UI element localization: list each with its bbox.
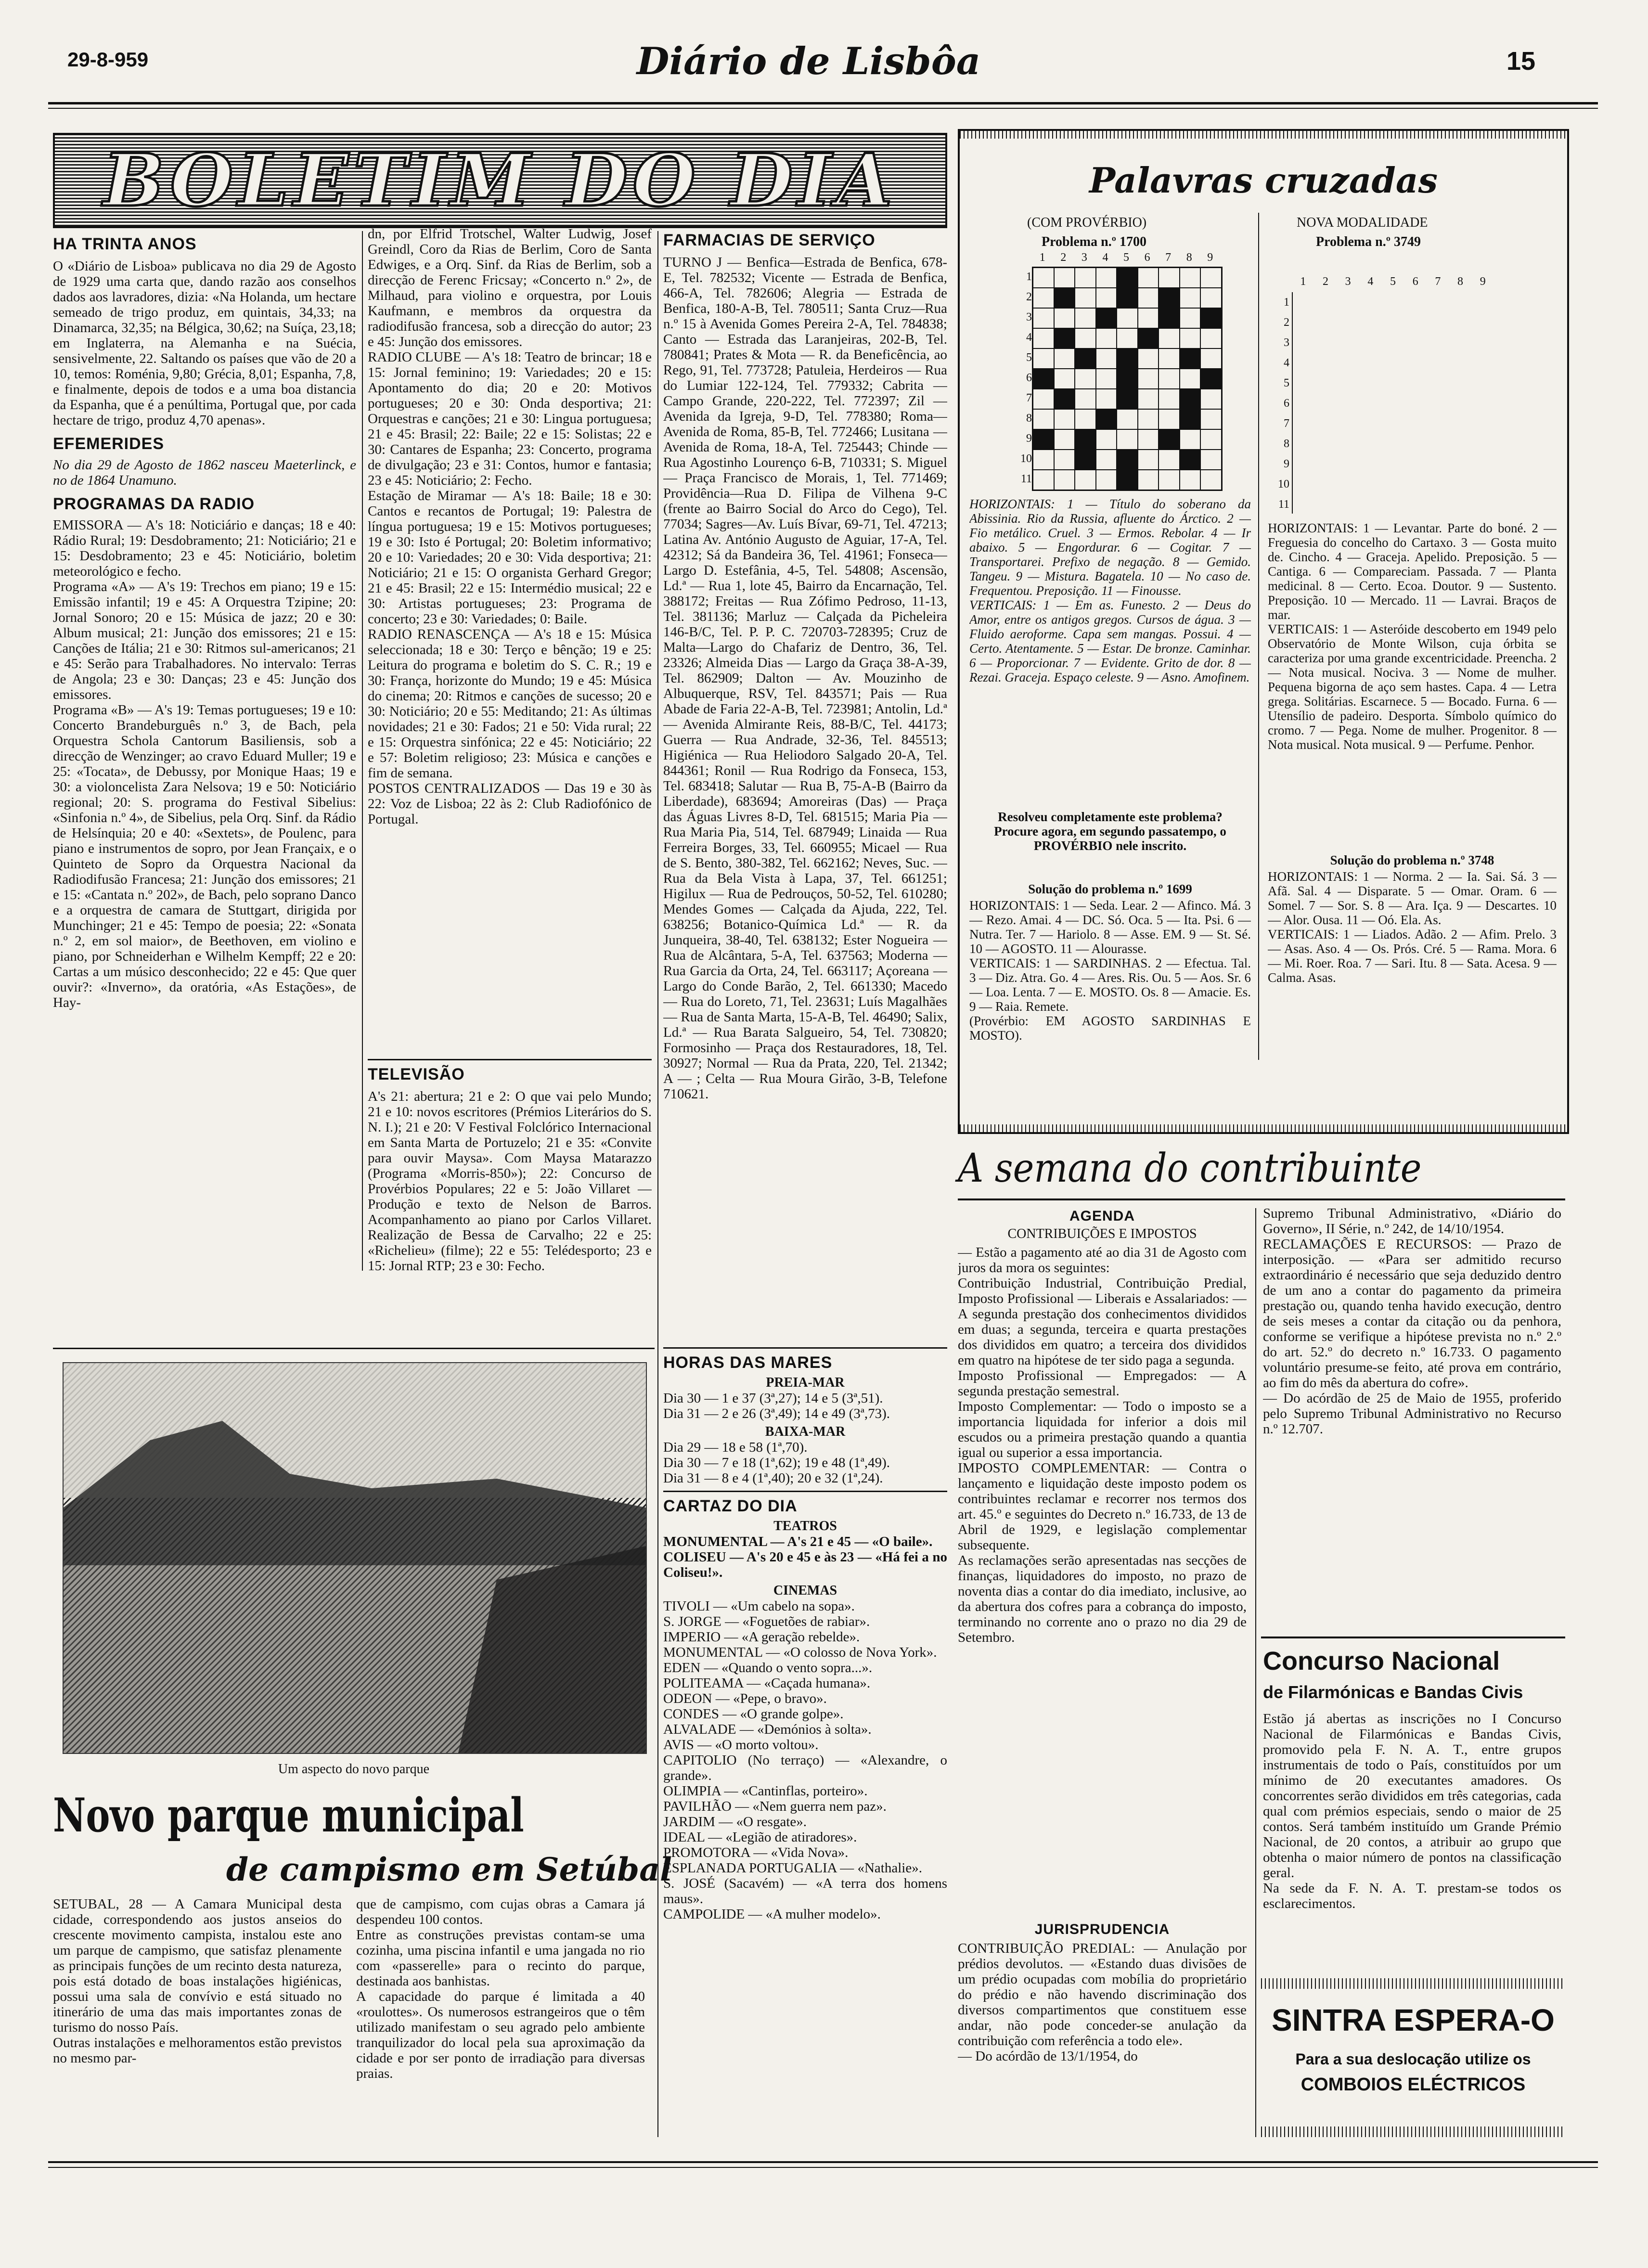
col-number: 9 [1480,275,1486,288]
crossword-white-cell[interactable] [1054,409,1075,429]
row-number: 6 [1284,397,1289,410]
crossword-white-cell[interactable] [1117,328,1138,348]
crossword-right-problem: Problema n.º 3749 [1316,234,1421,249]
crossword-white-cell[interactable] [1033,409,1054,429]
row-number: 1 [1026,271,1032,283]
row-number: 8 [1026,412,1032,425]
crossword-white-cell[interactable] [1200,429,1222,450]
crossword-black-cell [1159,308,1180,328]
crossword-white-cell[interactable] [1075,389,1096,409]
sintra-ad-line1: Para a sua deslocação utilize os [1295,2050,1531,2068]
crossword-white-cell[interactable] [1075,409,1096,429]
crossword-white-cell[interactable] [1180,470,1201,490]
crossword-white-cell[interactable] [1096,389,1117,409]
crossword-white-cell[interactable] [1138,348,1159,369]
farmacias-text: TURNO J — Benfica—Estrada de Benfica, 678-E, Tel. 782532; Vicente — Estrada de Benfica, 466-A, Tel. 782606; Alegria — Estrada de Benfica, 180-A-B, Tel. 780511; Santa Cruz—Rua n.º 15 à Avenida Gomes Pereira 2-A, Tel. 784838; Canto — Estrada das Laranjeiras, 202-B, Tel. 780841; Prates & Mota — R. da Beneficência, ao Rego, 91, Tel. 773728; Patuleia, Herdeiros — Rua do Lumiar 122-124, Tel. 779332; Cabrita — Campo Grande, 220-222, Tel. 772397; Zil — Avenida da Igreja, 9-D, Tel. 778380; Roma—Avenida de Roma, 85-B, Tel. 772466; Lusitana — Avenida de Roma, 18-A, Tel. 725443; Chinde — Rua Agostinho Lourenço 6-B, 710331; S. Miguel — Praça Francisco de Morais, 1, Tel. 771469; Providência—Rua D. Filipa de Vilhena 9-C (frente ao Bairro Social do Arco do Cego), Tel. 77034; Sagres—Av. Luís Bívar, 69-71, Tel. 47213; Latina Av. António Augusto de Aguiar, 17-A, Tel. 42312; Sá da Bandeira 36, Tel. 41961; Fonseca—Largo D. Estefânia, 4-5, Tel. 54808; Ascensão, Ld.ª — Rua 1, lote 45, Bairro da Encarnação, Tel. 388172; Freitas — Rua Zófimo Pedroso, 11-13, Tel. 381136; Marluz — Calçada da Picheleira 146-B/C, Tel. P. P. C. 720703-728395; Cruz de Malta—Largo do Chafariz de Dentro, 36, Tel. 23326; Almeida Dias — Largo da Graça 38-A-39, Tel. 862909; Dalton — Av. Mouzinho de Albuquerque, RSV, Tel. 843571; Pais — Rua Abade de Faria 22-A-B, Tel. 723981; Antolin, Ld.ª — Avenida Almirante Reis, 88-B/C, Tel. 44173; Guerra — Rua Andrade, 32-36, Tel. 845513; Higiénica — Rua Heliodoro Salgado 20-A, Tel. 844361; Ronil — Rua Rodrigo da Fonseca, 153, Tel. 683418; Salutar — Rua B, 75-A-B (Bairro da Liberdade), 683694; Amoreiras (Das) — Praça das Águas Livres 8-D, Tel. 681515; Maria Pia — Rua Maria Pia, 514, Tel. 687949; Linaida — Rua Ferreira Borges, 33, Tel. 660955; Micael — Rua de S. Bento, 380-382, Tel. 662162; Neves, Suc. — Rua da Bela Vista à Lapa, 37, Tel. 661251; Higilux — Rua de Pedrouços, 50-52, Tel. 610280; Mendes Gomes — Calçada da Ajuda, 222, Tel. 638256; Botanico-Química Ld.ª — R. da Junqueira, 38-40, Tel. 638132; Ester Nogueira — Rua de Alcântara, 5-A, Tel. 637563; Moderna — Rua Garcia da Orta, 24, Tel. 663117; Açoreana — Largo do Conde Barão, 2, Tel. 661330; Macedo — Rua do Loreto, 71, Tel. 23631; Luís Magalhães — Rua de Santa Marta, 15-A-B, Tel. 46490; Salix, Ld.ª — Rua Barata Salgueiro, 54, Tel. 730820; Formosinho — Praça dos Restauradores, 18, Tel. 30927; Normal — Rua da Prata, 220, Tel. 21342; A — ; Celta — Rua Moura Girão, 3-B, Telefone 710621. [663,255,947,1102]
crossword-black-cell [1117,268,1138,288]
row-number: 1 [1284,296,1289,309]
crossword-box [958,129,1569,1134]
crossword-title: Palavras cruzadas [1089,160,1438,201]
crossword-black-cell [1200,308,1222,328]
crossword-white-cell[interactable] [1096,470,1117,490]
col-number: 1 [1039,251,1045,264]
crossword-white-cell[interactable] [1033,470,1054,490]
col-number: 4 [1367,275,1374,288]
crossword-white-cell[interactable] [1075,308,1096,328]
crossword-left-clues: HORIZONTAIS: 1 — Título do soberano da Abissinia. Rio da Russia, afluente do Árctico. 2 — Fio metálico. Cruel. 3 — Ermos. Rebolar. 4 — Ir abaixo. 5 — Engordurar. 6 — Cogitar. 7 — Transportarei. Prefixo de negação. 8 — Gemido. Tangeu. 9 — Mistura. Bagatela. 10 — No caso de. Frequentou. Preposição. 11 — Finousse. VERTICAIS: 1 — Em as. Funesto. 2 — Deus do Amor, entre os antigos gregos. Cursos de água. 3 — Fluido aeroforme. Capa sem mangas. Possui. 4 — Certo. Atentamente. 5 — Estar. De bronze. Caminhar. 6 — Proporcionar. 7 — Evidente. Grito de dor. 8 — Rezai. Graceja. Espaço celeste. 9 — Asno. Amofinem. [969,497,1251,684]
crossword-white-cell[interactable] [1159,328,1180,348]
sintra-ad-title: SINTRA ESPERA-O [1272,2003,1555,2037]
crossword-black-cell [1117,389,1138,409]
section-rule [1261,1637,1565,1638]
crossword-right-solution-title: Solução do problema n.º 3748 [1330,853,1494,867]
programas-radio-heading: PROGRAMAS DA RADIO [53,495,255,513]
col-number: 3 [1345,275,1351,288]
concurso-subtitle: de Filarmónicas e Bandas Civis [1263,1682,1523,1702]
crossword-white-cell[interactable] [1033,288,1054,308]
crossword-black-cell [1180,389,1201,409]
crossword-black-cell [1200,369,1222,389]
crossword-white-cell[interactable] [1054,429,1075,450]
col-number: 5 [1123,251,1130,264]
crossword-white-cell[interactable] [1180,288,1201,308]
crossword-right-clues: HORIZONTAIS: 1 — Levantar. Parte do boné. 2 — Freguesia do concelho do Cartaxo. 3 — Gosta muito de. Cincho. 4 — Graceja. Apelido. Preposição. 5 — Cantiga. 6 — Compareciam. Passada. 7 — Planta medicinal. 8 — Certo. Ecoa. Doutor. 9 — Sustento. Preposição. 10 — Mercado. 11 — Lavrai. Braços de mar. VERTICAIS: 1 — Asteróide descoberto em 1949 pelo Observatório de Monte Wilson, cuja órbita se caracteriza por uma grande excentricidade. Preencha. 2 — Nota musical. Nociva. 3 — Nome de mulher. Pequena bigorna de aço sem hastes. Capa. 4 — Letra grega. Solitárias. Escarnece. 5 — Bocado. Furna. 6 — Utensílio de padeiro. Desporta. Símbolo químico do cromo. 7 — Pega. Nome de mulher. Progenitor. 8 — Nota musical. Nota musical. 9 — Perfume. Penhor. [1268,521,1557,752]
crossword-black-cell [1117,288,1138,308]
col-number: 3 [1081,251,1087,264]
col-number: 8 [1186,251,1192,264]
row-number: 10 [1278,478,1289,490]
agenda-subheading: CONTRIBUIÇÕES E IMPOSTOS [1007,1226,1197,1241]
crossword-right-row-numbers [1275,292,1289,515]
cinemas-label: CINEMAS [773,1583,837,1598]
concurso-title: Concurso Nacional [1263,1647,1500,1675]
col-number: 4 [1102,251,1108,264]
crossword-white-cell[interactable] [1138,308,1159,328]
row-number: 9 [1026,432,1032,445]
crossword-white-cell[interactable] [1033,348,1054,369]
crossword-black-cell [1117,470,1138,490]
newspaper-nameplate: Diário de Lisbôa [636,39,981,83]
crossword-black-cell [1117,369,1138,389]
col-number: 9 [1207,251,1213,264]
crossword-white-cell[interactable] [1075,470,1096,490]
boletim-column-2 [368,226,652,1339]
crossword-white-cell[interactable] [1200,409,1222,429]
campsite-photo-scene [64,1363,646,1753]
row-number: 8 [1284,438,1289,450]
mares-heading: HORAS DAS MARES [663,1353,833,1372]
crossword-left-problem: Problema n.º 1700 [1042,234,1146,249]
crossword-white-cell[interactable] [1096,369,1117,389]
crossword-white-cell[interactable] [1138,389,1159,409]
crossword-white-cell[interactable] [1033,328,1054,348]
crossword-left-grid [1032,267,1223,491]
crossword-white-cell[interactable] [1200,450,1222,470]
crossword-black-cell [1180,409,1201,429]
ha-trinta-anos-text: O «Diário de Lisboa» publicava no dia 29 de Agosto de 1929 uma carta que, dando razão aos conselhos dados aos lavradores, dizia: «Na Holanda, um hectare semeado de trigo produz, em quintais, 34,33; na Dinamarca, 32,35; na Bélgica, 30,62; na Suíça, 23,18; em Inglaterra, na Alemanha e na Suécia, sensivelmente, 22. Saltando os países que vão de 20 a 10, temos: Roménia, 9,80; Grécia, 8,01; Espanha, 7,8, e finalmente, depois de todos e a uma boa distancia da Espanha, que é a penúltima, Portugal que, por cada hectare de trigo, produz 4,70 apenas». [53,258,356,428]
parque-headline: Novo parque municipal [53,1788,524,1843]
crossword-black-cell [1033,429,1054,450]
concurso-text: Estão já abertas as inscrições no I Concurso Nacional de Filarmónicas e Bandas Civis, promovido pela F. N. A. T., entre grupos instrumentais de todo o País, constituídos por um mínimo de 20 executantes amadores. Os concorrentes serão divididos em três categorias, cada qual com prémios especiais, sendo o maior de 25 contos. Será também instituído um Grande Prémio Nacional, de 20 contos, a atribuir ao grupo que obtenha o maior número de pontos na classificação geral. Na sede da F. N. A. T. prestam-se todos os esclarecimentos. [1263,1711,1561,1911]
baixa-mar-text: Dia 29 — 18 e 58 (1ª,70). Dia 30 — 7 e 18 (1ª,62); 19 e 48 (1ª,49). Dia 31 — 8 e 4 (1ª,40); 20 e 32 (1ª,24). [663,1440,890,1486]
crossword-white-cell[interactable] [1200,470,1222,490]
crossword-white-cell[interactable] [1054,369,1075,389]
parque-text-1: SETUBAL, 28 — A Camara Municipal desta cidade, correspondendo aos justos anseios do crescente movimento campista, instalou este ano um parque de campismo, que satisfaz plenamente as principais funções de um recinto desta natureza, pois está dotado de boas instalações higiénicas, possui uma sala de convívio e está situado no itinerário de uma das mais importantes zonas de turismo do nosso País. Outras instalações e melhoramentos estão previstos no mesmo par- [53,1896,342,2066]
crossword-black-cell [1054,288,1075,308]
crossword-white-cell[interactable] [1075,369,1096,389]
crossword-white-cell[interactable] [1075,288,1096,308]
crossword-white-cell[interactable] [1159,369,1180,389]
col-number: 7 [1435,275,1441,288]
crossword-white-cell[interactable] [1159,409,1180,429]
row-number: 3 [1026,311,1032,323]
crossword-white-cell[interactable] [1096,268,1117,288]
jurisprudencia-text: CONTRIBUIÇÃO PREDIAL: — Anulação por prédios devolutos. — «Estando duas divisões de um prédio ocupadas com mobília do proprietário do prédio e não havendo discriminação dos diversos compartimentos que constituem esse andar, não pode conceder-se anulação da contribuição com referência a todo ele». — Do acórdão de 13/1/1954, do [958,1941,1247,2064]
crossword-left-solution-title: Solução do problema n.º 1699 [1028,882,1192,896]
crossword-left-col-numbers [1032,251,1221,264]
contribuinte-column-1 [958,1208,1247,2133]
issue-date: 29-8-959 [67,48,149,71]
parque-text-2: que de campismo, com cujas obras a Camara já despendeu 100 contos. Entre as construções previstas contam-se uma cozinha, uma piscina infantil e uma jangada no rio com «passerelle» para o recinto do parque, destinada aos banhistas. A capacidade do parque é limitada a 40 «roulottes». Os numerosos estrangeiros que o têm utilizado manifestam o seu agrado pelo ambiente tranquilizador do local pela sua aproximação da cidade e por ser ponto de irradiação para diversas praias. [356,1896,645,2081]
col-number: 2 [1060,251,1067,264]
crossword-border-top [960,131,1567,139]
boletim-column-3 [663,231,947,2003]
programas-radio-text-2: dn, por Elfrid Trotschel, Walter Ludwig, Josef Greindl, Coro da Rias de Berlim, Coro de Santa Edwiges, e a Orq. Sinf. da Rias de Berlim, sob a direcção de Ferenc Fricsay; «Concerto n.º 2», de Milhaud, para violino e orquestra, por Louis Kaufmann, e membros da orquestra da radiodifusão francesa, sob a direcção do autor; 23 e 45: Junção dos emissores. RADIO CLUBE — A's 18: Teatro de brincar; 18 e 15: Jornal feminino; 19: Variedades; 20 e 15: Apontamento do dia; 20 e 20: Motivos portugueses; 20 e 30: Onda desportiva; 21: Orquestras e canções; 21 e 30: Lingua portuguesa; 21 e 45: Brasil; 22: Baile; 22 e 15: Solistas; 22 e 30: Cantares de Espanha; 23: Concerto, programa de divulgação; 23 e 31: Contos, humor e fantasia; 23 e 45: Noticiário; 2: Fecho. Estação de Miramar — A's 18: Baile; 18 e 30: Cantos e recantos de Portugal; 19: Palestra de língua portuguesa; 19 e 15: Motivos portugueses; 19 e 30: Isto é Portugal; 20: Boletim informativo; 20 e 10: Variedades; 20 e 30: Vida desportiva; 21: Noticiário; 21 e 15: O organista Gerhard Gregor; 21 e 45: Brasil; 22 e 15: Intermédio musical; 22 e 30: Artistas portugueses; 23: Programa de concerto; 23 e 30: Variedades; 0: Baile. RADIO RENASCENÇA — A's 18 e 15: Música seleccionada; 18 e 30: Terço e bênção; 19 e 25: Leitura do programa e boletim do S. C. R.; 19 e 30: França, horizonte do Mundo; 19 e 45: Música do cinema; 20: Ritmos e canções de sucesso; 20 e 30: Noticiário; 20 e 55: Meditando; 21: As últimas novidades; 21 e 30: Fados; 21 e 50: Vida rural; 22 e 15: Orquestra sinfónica; 22 e 45: Noticiário; 22 e 57: Boletim religioso; 23: Música e canções e fim de semana. POSTOS CENTRALIZADOS — Das 19 e 30 às 22: Voz de Lisboa; 22 às 2: Club Radiofónico de Portugal. [368,226,652,827]
crossword-white-cell[interactable] [1159,470,1180,490]
crossword-white-cell[interactable] [1096,328,1117,348]
crossword-left-challenge: Resolveu completamente este problema? Procure agora, em segundo passatempo, o PROVÉRBIO nele inscrito. [994,810,1226,853]
programas-radio-text-1: EMISSORA — A's 18: Noticiário e danças; 18 e 40: Rádio Rural; 19: Desdobramento; 21: Noticiário; 21 e 15: Desdobramento; 23 e 45: Noticiário, boletim meteorológico e fecho. Programa «A» — A's 19: Trechos em piano; 19 e 15: Emissão infantil; 19 e 45: A Orquestra Tzipine; 20: Jornal Sonoro; 20 e 15: Música de jazz; 20 e 30: Album musical; 21: Junção dos emissores; 21 e 15: Canções de Itália; 21 e 30: Ritmos sul-americanos; 21 e 45: Serão para Trabalhadores. No intervalo: Terras de Angola; 23 e 30: Danças; 23 e 45: Junção dos emissores. Programa «B» — A's 19: Temas portugueses; 19 e 10: Concerto Brandeburguês n.º 3, de Bach, pela Orquestra Schola Cantorum Basiliensis, sob a direcção de Wenzinger; ao cravo Eduard Muller; 19 e 25: «Tocata», de Debussy, por Monique Haas; 19 e 30: a violoncelista Zara Nelsova; 19 e 50: Noticiário regional; 20: S. programa do Festival Sibelius: «Sinfonia n.º 4», de Sibelius, pela Orq. Sinf. da Rádio de Helsínquia; 20 e 40: «Sextets», de Poulenc, para piano e instrumentos de sopro, por Jean Françaix, e o Quinteto de Sopro da Orquestra Nacional da Radiodifusão Francesa; 21: Junção dos emissores; 21 e 15: «Cantata n.º 202», de Bach, pelo soprano Danco e a orquestra de camara de Stuttgart, dirigida por Munchinger; 21 e 45: Tempo de poesia; 22: «Sonata n.º 2, em sol maior», de Beethoven, em violino e piano, por Schneiderhan e Wilhelm Kempff; 22 e 20: Cartas a um músico desconhecido; 22 e 45: Que quer ouvir?: «Inverno», da oratória, «As Estações», de Hay- [53,517,356,1010]
section-rule [368,1059,652,1060]
sintra-ad-box [1261,1978,1565,2137]
crossword-right-col-numbers [1292,275,1494,288]
agenda-heading: AGENDA [1069,1208,1135,1224]
row-number: 5 [1284,377,1289,389]
crossword-black-cell [1054,389,1075,409]
crossword-white-cell[interactable] [1117,409,1138,429]
sintra-ad-border-top [1261,1978,1565,1989]
crossword-black-cell [1180,450,1201,470]
agenda-text: — Estão a pagamento até ao dia 31 de Agosto com juros da mora os seguintes: Contribuição Industrial, Contribuição Predial, Imposto Profissional — Liberais e Assalariados: — A segunda prestação dos conhecimentos divididos em duas; a segunda, terceira e quarta prestações dos divididos em quatro; a terceira dos divididos em quatro na hipótese de ter sido paga a segunda. Imposto Profissional — Empregados: — A segunda prestação semestral. Imposto Complementar: — Todo o imposto se a importancia liquidada for inferior a dois mil escudos ou a primeira prestação quando a quantia igual ou superior a essa importancia. IMPOSTO COMPLEMENTAR: — Contra o lançamento e liquidação deste imposto podem os contribuintes reclamar e recorrer nos termos dos art. 45.º e seguintes do Decreto n.º 16.733, de 13 de Abril de 1929, e legislação complementar subsequente. As reclamações serão apresentadas nas secções de finanças, liquidadores do imposto, no prazo de noventa dias a contar do dia imediato, inclusive, ao da abertura dos cofres para a cobrança do imposto, terminando no corrente ano o prazo no dia 29 de Setembro. [958,1245,1247,1645]
column-rule [1255,1208,1256,2137]
efemerides-text: No dia 29 de Agosto de 1862 nasceu Maeterlinck, e no de 1864 Unamuno. [53,457,356,488]
crossword-white-cell[interactable] [1096,288,1117,308]
page-number: 15 [1506,47,1536,76]
crossword-white-cell[interactable] [1200,288,1222,308]
contribuinte-text-2: Supremo Tribunal Administrativo, «Diário do Governo», II Série, n.º 242, de 14/10/1954. RECLAMAÇÕES E RECURSOS: — Prazo de interposição. — «Para ser admitido recurso extraordinário é necessário que seja deduzido dentro de um ano a contar do pagamento da primeira prestação ou, quando tenha havido execução, dentro de seis meses a contar da citação ou da penhora, conforme se verifique a hipótese prevista no n.º 2.º do art. 52.º do decreto n.º 16.733. O pagamento voluntário presume-se feito, até prova em contrário, ao fim do mês da abertura do cofre». — Do acórdão de 25 de Maio de 1955, proferido pelo Supremo Tribunal Administrativo no Recurso n.º 12.707. [1263,1206,1561,1437]
crossword-white-cell[interactable] [1159,450,1180,470]
campsite-photo [63,1362,647,1754]
crossword-black-cell [1075,348,1096,369]
col-number: 6 [1412,275,1418,288]
crossword-white-cell[interactable] [1159,389,1180,409]
col-number: 6 [1144,251,1150,264]
boletim-column-1 [53,235,356,1273]
teatros-text: MONUMENTAL — A's 21 e 45 — «O baile». COLISEU — A's 20 e 45 e às 23 — «Há fei a no Coliseu!». [663,1534,947,1580]
crossword-white-cell[interactable] [1138,288,1159,308]
crossword-white-cell[interactable] [1033,308,1054,328]
row-number: 11 [1278,498,1289,511]
preia-mar-label: PREIA-MAR [766,1375,845,1390]
crossword-black-cell [1117,348,1138,369]
masthead-rule [48,102,1598,104]
crossword-white-cell[interactable] [1117,308,1138,328]
row-number: 2 [1026,291,1032,303]
row-number: 4 [1284,357,1289,369]
crossword-left-subtitle: (COM PROVÉRBIO) [1027,215,1147,230]
baixa-mar-label: BAIXA-MAR [765,1424,846,1439]
crossword-white-cell[interactable] [1033,450,1054,470]
crossword-black-cell [1075,429,1096,450]
crossword-black-cell [1054,328,1075,348]
row-number: 3 [1284,336,1289,349]
crossword-white-cell[interactable] [1200,348,1222,369]
televisao-heading: TELEVISÃO [368,1065,465,1083]
row-number: 7 [1284,417,1289,430]
row-number: 6 [1026,372,1032,384]
crossword-black-cell [1096,308,1117,328]
crossword-white-cell[interactable] [1200,328,1222,348]
crossword-white-cell[interactable] [1033,389,1054,409]
crossword-black-cell [1033,369,1054,389]
column-rule [362,231,363,1271]
row-number: 4 [1026,331,1032,344]
crossword-black-cell [1159,288,1180,308]
crossword-white-cell[interactable] [1180,308,1201,328]
crossword-border-bottom [960,1124,1567,1132]
col-number: 5 [1390,275,1396,288]
crossword-white-cell[interactable] [1200,268,1222,288]
crossword-white-cell[interactable] [1054,470,1075,490]
teatros-label: TEATROS [773,1519,837,1533]
footer-rule-thin [48,2167,1598,2168]
televisao-text: A's 21: abertura; 21 e 2: O que vai pelo Mundo; 21 e 10: novos escritores (Prémios Literários do S. N. I.); 21 e 20: V Festival Folclórico Internacional em Santa Marta de Portuzelo; 21 e 35: «Convite para ouvir Maysa». Com Maysa Matarazzo (Programa «Morris-850»); 22: Concurso de Provérbios Populares; 22 e 5: João Villaret — Produção e texto de Nelson de Barros. Acompanhamento ao piano por Carlos Villaret. Realização de Bessa de Carvalho; 22 e 25: «Richelieu» (filme); 22 e 55: Telédesporto; 23 e 15: Jornal RTP; 23 e 30: Fecho. [368,1089,652,1274]
crossword-divider [1258,213,1259,1060]
crossword-black-cell [1138,328,1159,348]
crossword-white-cell[interactable] [1117,429,1138,450]
section-rule [663,1347,947,1349]
row-number: 7 [1026,392,1032,404]
preia-mar-text: Dia 30 — 1 e 37 (3ª,27); 14 e 5 (3ª,51). Dia 31 — 2 e 26 (3ª,49); 14 e 49 (3ª,73). [663,1391,890,1421]
col-number: 1 [1300,275,1306,288]
crossword-black-cell [1117,450,1138,470]
crossword-white-cell[interactable] [1138,369,1159,389]
crossword-white-cell[interactable] [1200,389,1222,409]
crossword-black-cell [1075,450,1096,470]
row-number: 9 [1284,458,1289,470]
parque-subheadline: de campismo em Setúbal [226,1851,672,1888]
farmacias-heading: FARMACIAS DE SERVIÇO [663,231,876,249]
crossword-white-cell[interactable] [1138,429,1159,450]
contribuinte-title: A semana do contribuinte [958,1146,1422,1191]
crossword-white-cell[interactable] [1159,268,1180,288]
crossword-right-solution: HORIZONTAIS: 1 — Norma. 2 — Ia. Sai. Sá. 3 — Afã. Sal. 4 — Disparate. 5 — Omar. Oram. 6 — Somel. 7 — Sor. S. 8 — Ara. Iça. 9 — Descartes. 10 — Alor. Ousa. 11 — Oó. Ela. As. VERTICAIS: 1 — Liados. Adão. 2 — Afim. Prelo. 3 — Asas. Aso. 4 — Os. Prós. Cré. 5 — Rama. Mora. 6 — Mi. Roer. Roa. 7 — Sari. Itu. 8 — Sata. Acesa. 9 — Calma. Asas. [1268,869,1557,985]
col-number: 8 [1457,275,1464,288]
crossword-white-cell[interactable] [1054,268,1075,288]
row-number: 2 [1284,316,1289,329]
ha-trinta-anos-heading: HA TRINTA ANOS [53,235,197,253]
col-number: 2 [1323,275,1328,288]
crossword-right-subtitle: NOVA MODALIDADE [1297,215,1428,230]
section-rule [958,1198,1565,1200]
jurisprudencia-heading: JURISPRUDENCIA [1034,1921,1170,1937]
row-number: 11 [1020,473,1032,485]
crossword-black-cell [1180,348,1201,369]
crossword-black-cell [1159,429,1180,450]
section-rule [53,1348,655,1349]
efemerides-heading: EFEMERIDES [53,435,165,453]
section-rule [663,1491,947,1492]
boletim-title: BOLETIM DO DIA [103,138,897,223]
crossword-white-cell[interactable] [1180,369,1201,389]
crossword-white-cell[interactable] [1096,348,1117,369]
crossword-white-cell[interactable] [1159,348,1180,369]
crossword-left-row-numbers [1017,267,1032,489]
crossword-white-cell[interactable] [1054,450,1075,470]
row-number: 10 [1020,452,1032,465]
crossword-white-cell[interactable] [1075,328,1096,348]
sintra-ad-line2: COMBOIOS ELÉCTRICOS [1300,2075,1526,2095]
crossword-white-cell[interactable] [1096,450,1117,470]
boletim-title-banner [53,133,947,228]
sintra-ad-border-bottom [1261,2126,1565,2137]
masthead-rule-thin [48,108,1598,109]
crossword-white-cell[interactable] [1138,470,1159,490]
crossword-white-cell[interactable] [1138,409,1159,429]
crossword-white-cell[interactable] [1180,268,1201,288]
crossword-white-cell[interactable] [1054,308,1075,328]
cinemas-text: TIVOLI — «Um cabelo na sopa». S. JORGE — «Foguetões de rabiar». IMPERIO — «A geração rebelde». MONUMENTAL — «O colosso de Nova York». EDEN — «Quando o vento sopra...». POLITEAMA — «Caçada humana». ODEON — «Pepe, o bravo». CONDES — «O grande golpe». ALVALADE — «Demónios à solta». AVIS — «O morto voltou». CAPITOLIO (No terraço) — «Alexandre, o grande». OLIMPIA — «Cantinflas, porteiro». PAVILHÃO — «Nem guerra nem paz». JARDIM — «O resgate». IDEAL — «Legião de atiradores». PROMOTORA — «Vida Nova». ESPLANADA PORTUGALIA — «Nathalie». S. JOSÉ (Sacavém) — «A terra dos homens maus». CAMPOLIDE — «A mulher modelo». [663,1598,947,1922]
crossword-left-solution: HORIZONTAIS: 1 — Seda. Lear. 2 — Afinco. Má. 3 — Rezo. Amai. 4 — DC. Só. Oca. 5 — Ita. Psi. 6 — Nutra. Ter. 7 — Hariolo. 8 — Asse. EM. 9 — St. Sé. 10 — AGOSTO. 11 — Alourasse. VERTICAIS: 1 — SARDINHAS. 2 — Efectua. Tal. 3 — Diz. Atra. Go. 4 — Ares. Ris. Ou. 5 — Aos. Sr. 6 — Loa. Lenta. 7 — E. MOSTO. Os. 8 — Amacie. Es. 9 — Raia. Remete. (Provérbio: EM AGOSTO SARDINHAS E MOSTO). [969,898,1251,1043]
crossword-white-cell[interactable] [1180,429,1201,450]
photo-caption: Um aspecto do novo parque [278,1762,430,1777]
cartaz-heading: CARTAZ DO DIA [663,1497,798,1515]
crossword-white-cell[interactable] [1075,268,1096,288]
crossword-white-cell[interactable] [1096,429,1117,450]
crossword-white-cell[interactable] [1180,328,1201,348]
footer-rule [48,2161,1598,2163]
crossword-white-cell[interactable] [1054,348,1075,369]
crossword-right-grid [1292,292,1495,514]
crossword-white-cell[interactable] [1033,268,1054,288]
col-number: 7 [1165,251,1172,264]
crossword-black-cell [1096,409,1117,429]
row-number: 5 [1026,351,1032,364]
crossword-white-cell[interactable] [1138,268,1159,288]
crossword-white-cell[interactable] [1138,450,1159,470]
